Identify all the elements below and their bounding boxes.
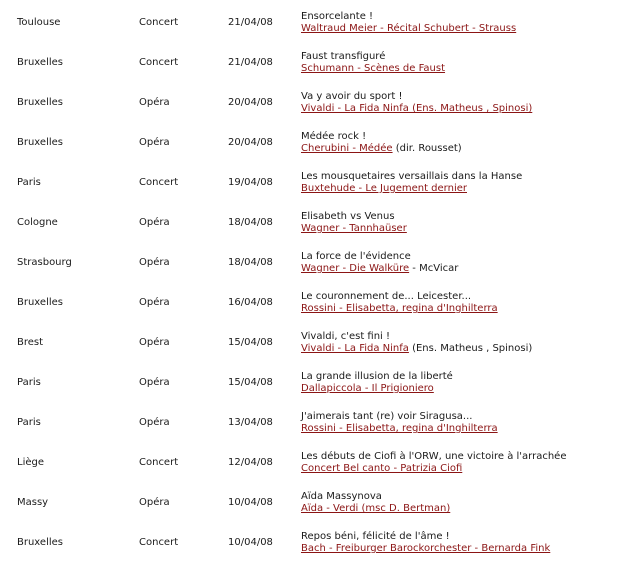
review-city: Bruxelles: [17, 297, 63, 308]
review-title: Les débuts de Ciofi à l'ORW, une victoire à l'arrachée: [301, 451, 567, 462]
review-title: Ensorcelante !: [301, 11, 374, 22]
review-title: Repos béni, félicité de l'âme !: [301, 531, 450, 542]
review-title: Les mousquetaires versaillais dans la Hanse: [301, 171, 523, 182]
review-title: Faust transfiguré: [301, 51, 386, 62]
review-detail: [301, 343, 532, 355]
review-city: Bruxelles: [17, 57, 63, 68]
review-city: Strasbourg: [17, 257, 72, 268]
review-detail: [301, 263, 458, 275]
work-link[interactable]: Cherubini - Médée: [301, 143, 393, 154]
review-title: Le couronnement de... Leicester...: [301, 291, 472, 302]
review-date: 21/04/08: [228, 17, 273, 28]
work-link[interactable]: Vivaldi - La Fida Ninfa: [301, 343, 409, 354]
review-city: Cologne: [17, 217, 58, 228]
review-title: Va y avoir du sport !: [301, 91, 403, 102]
review-row: [0, 205, 637, 245]
review-date: 10/04/08: [228, 497, 273, 508]
review-row: [0, 85, 637, 125]
work-link[interactable]: Wagner - Tannhaüser: [301, 223, 407, 234]
review-row: [0, 285, 637, 325]
review-detail: [301, 503, 450, 515]
review-row: [0, 45, 637, 85]
review-title: Médée rock !: [301, 131, 367, 142]
review-genre: Opéra: [139, 497, 170, 508]
work-link[interactable]: Buxtehude - Le Jugement dernier: [301, 183, 467, 194]
review-date: 20/04/08: [228, 137, 273, 148]
work-link[interactable]: Rossini - Elisabetta, regina d'Inghilterra: [301, 303, 498, 314]
review-date: 15/04/08: [228, 337, 273, 348]
review-city: Bruxelles: [17, 137, 63, 148]
work-link[interactable]: Waltraud Meier - Récital Schubert - Strauss: [301, 23, 517, 34]
review-row: [0, 125, 637, 165]
review-row: [0, 325, 637, 365]
review-detail: [301, 223, 407, 235]
review-detail: [301, 23, 516, 35]
work-link[interactable]: Bach - Freiburger Barockorchester - Bernarda Fink: [301, 543, 551, 554]
review-genre: Concert: [139, 457, 179, 468]
review-city: Brest: [17, 337, 44, 348]
review-row: [0, 165, 637, 205]
review-title: Elisabeth vs Venus: [301, 211, 395, 222]
review-city: Bruxelles: [17, 537, 63, 548]
review-date: 12/04/08: [228, 457, 273, 468]
review-date: 16/04/08: [228, 297, 273, 308]
work-link[interactable]: Vivaldi - La Fida Ninfa (Ens. Matheus , Spinosi): [301, 103, 533, 114]
review-city: Paris: [17, 177, 41, 188]
review-date: 15/04/08: [228, 377, 273, 388]
review-city: Bruxelles: [17, 97, 63, 108]
review-row: [0, 405, 637, 445]
work-link[interactable]: Rossini - Elisabetta, regina d'Inghilterra: [301, 423, 498, 434]
review-genre: Concert: [139, 537, 179, 548]
review-row: [0, 525, 637, 565]
review-date: 21/04/08: [228, 57, 273, 68]
review-city: Liège: [17, 457, 45, 468]
review-row: [0, 485, 637, 525]
review-title: La grande illusion de la liberté: [301, 371, 453, 382]
review-genre: Opéra: [139, 377, 170, 388]
review-row: [0, 245, 637, 285]
work-link[interactable]: Dallapiccola - Il Prigioniero: [301, 383, 434, 394]
review-detail: [301, 103, 532, 115]
detail-note: (dir. Rousset): [392, 143, 462, 154]
review-detail: [301, 383, 434, 395]
review-row: [0, 365, 637, 405]
review-date: 19/04/08: [228, 177, 273, 188]
review-title: Vivaldi, c'est fini !: [301, 331, 391, 342]
review-city: Paris: [17, 417, 41, 428]
review-city: Massy: [17, 497, 49, 508]
review-detail: [301, 423, 498, 435]
work-link[interactable]: Schumann - Scènes de Faust: [301, 63, 446, 74]
detail-note: - McVicar: [409, 263, 459, 274]
review-row: [0, 445, 637, 485]
review-genre: Opéra: [139, 337, 170, 348]
review-detail: [301, 63, 445, 75]
review-genre: Opéra: [139, 257, 170, 268]
review-genre: Opéra: [139, 137, 170, 148]
review-date: 10/04/08: [228, 537, 273, 548]
detail-note: (Ens. Matheus , Spinosi): [408, 343, 533, 354]
review-title: Aïda Massynova: [301, 491, 382, 502]
review-title: La force de l'évidence: [301, 251, 411, 262]
review-title: J'aimerais tant (re) voir Siragusa...: [301, 411, 473, 422]
review-detail: [301, 463, 462, 475]
review-genre: Concert: [139, 17, 179, 28]
review-genre: Concert: [139, 177, 179, 188]
work-link[interactable]: Wagner - Die Walküre: [301, 263, 410, 274]
review-genre: Opéra: [139, 417, 170, 428]
review-date: 18/04/08: [228, 257, 273, 268]
review-genre: Concert: [139, 57, 179, 68]
work-link[interactable]: Concert Bel canto - Patrizia Ciofi: [301, 463, 463, 474]
review-date: 20/04/08: [228, 97, 273, 108]
review-detail: [301, 543, 550, 555]
review-date: 13/04/08: [228, 417, 273, 428]
review-detail: [301, 183, 467, 195]
review-detail: [301, 143, 462, 155]
review-detail: [301, 303, 498, 315]
review-date: 18/04/08: [228, 217, 273, 228]
review-row: [0, 5, 637, 45]
review-genre: Opéra: [139, 97, 170, 108]
review-genre: Opéra: [139, 297, 170, 308]
review-city: Toulouse: [17, 17, 61, 28]
work-link[interactable]: Aïda - Verdi (msc D. Bertman): [301, 503, 451, 514]
review-city: Paris: [17, 377, 41, 388]
review-genre: Opéra: [139, 217, 170, 228]
